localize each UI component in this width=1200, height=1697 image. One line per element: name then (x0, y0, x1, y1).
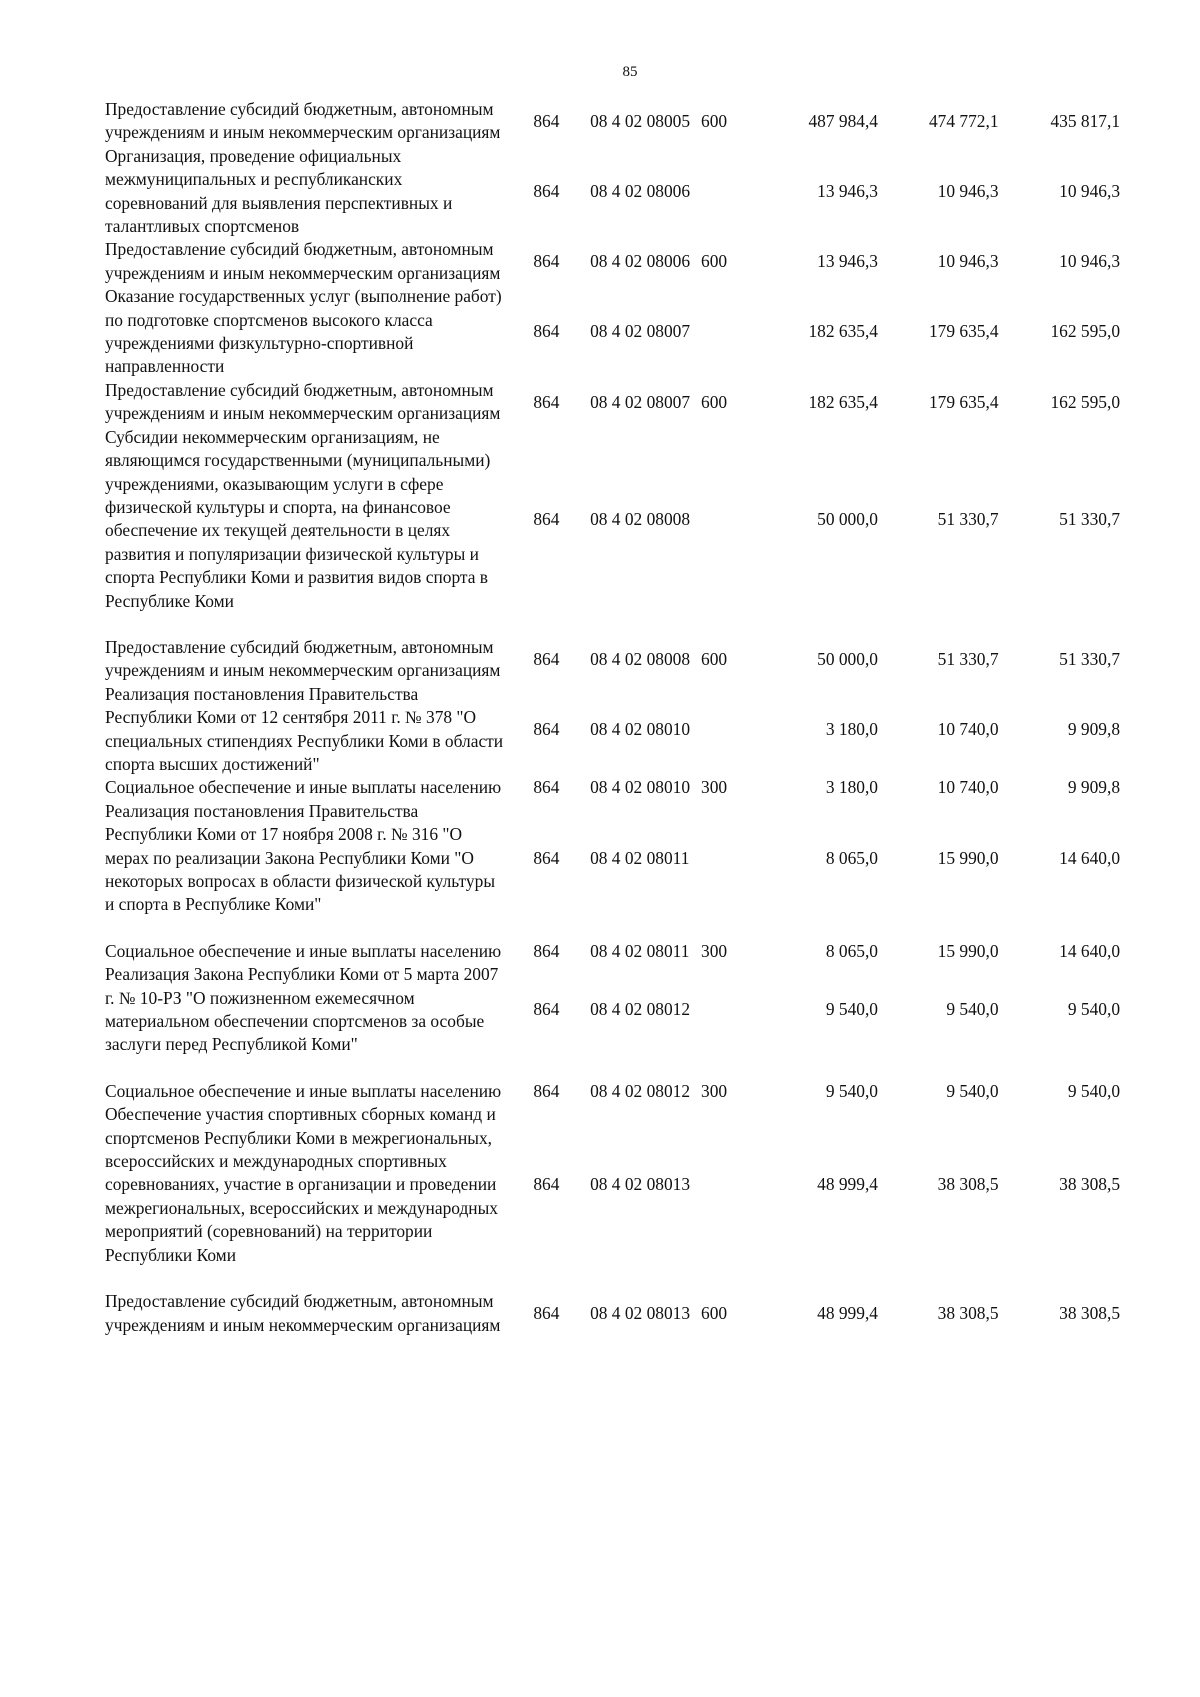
table-row (105, 683, 1120, 777)
row-amount-3: 38 308,5 (1059, 1174, 1121, 1195)
row-name: Предоставление субсидий бюджетным, автономным учреждениям и иным некоммерческим организациям (105, 1291, 501, 1335)
row-grbs: 864 (533, 1302, 560, 1323)
row-grbs: 864 (533, 1174, 560, 1195)
row-amount-2: 9 540,0 (946, 999, 999, 1020)
row-grbs: 864 (533, 251, 560, 272)
row-amount-3: 51 330,7 (1059, 508, 1121, 529)
table-row (105, 98, 1120, 145)
row-grbs: 864 (533, 718, 560, 739)
row-amount-2: 10 740,0 (937, 718, 999, 739)
row-grbs: 864 (533, 847, 560, 868)
row-grbs: 864 (533, 391, 560, 412)
row-name: Оказание государственных услуг (выполнение работ) по подготовке спортсменов высокого класса учреждениями физкультурно-спортивной направленности (105, 286, 502, 377)
row-amount-1: 487 984,4 (808, 110, 878, 131)
row-amount-3: 38 308,5 (1059, 1302, 1121, 1323)
row-amount-3: 435 817,1 (1050, 110, 1121, 131)
row-amount-2: 10 946,3 (937, 180, 999, 201)
row-name: Социальное обеспечение и иные выплаты населению (105, 1080, 502, 1101)
row-amount-1: 8 065,0 (825, 847, 878, 868)
row-grbs: 864 (533, 999, 560, 1020)
row-amount-1: 182 635,4 (808, 321, 878, 342)
row-name: Социальное обеспечение и иные выплаты населению (105, 940, 502, 961)
row-amount-1: 13 946,3 (817, 251, 878, 272)
row-csr: 08 4 02 08010 (590, 777, 691, 798)
row-amount-1: 13 946,3 (817, 180, 878, 201)
row-csr: 08 4 02 08007 (590, 321, 691, 342)
row-vr: 600 (701, 1302, 728, 1323)
row-grbs: 864 (533, 110, 560, 131)
row-amount-2: 10 740,0 (937, 777, 999, 798)
row-amount-1: 3 180,0 (825, 718, 878, 739)
row-amount-3: 9 540,0 (1067, 999, 1121, 1020)
row-csr: 08 4 02 08007 (590, 391, 691, 412)
row-amount-2: 38 308,5 (937, 1302, 999, 1323)
row-csr: 08 4 02 08008 (590, 648, 691, 669)
row-amount-1: 182 635,4 (808, 391, 878, 412)
table-row (105, 379, 1120, 426)
row-grbs: 864 (533, 1080, 560, 1101)
row-amount-1: 50 000,0 (817, 508, 878, 529)
row-csr: 08 4 02 08008 (590, 508, 691, 529)
row-name: Реализация постановления Правительства Республики Коми от 17 ноября 2008 г. № 316 "О мерах по реализации Закона Республики Коми "О некоторых вопросах в области физической культуры и спорта в Республике Коми" (105, 800, 496, 915)
row-name: Реализация постановления Правительства Республики Коми от 12 сентября 2011 г. № 378 "О специальных стипендиях Республики Коми в области спорта высших достижений" (105, 683, 504, 774)
row-csr: 08 4 02 08011 (590, 847, 690, 868)
row-csr: 08 4 02 08005 (590, 110, 691, 131)
row-amount-3: 9 909,8 (1067, 718, 1121, 739)
row-amount-3: 9 909,8 (1067, 777, 1121, 798)
table-row (105, 1103, 1120, 1267)
row-grbs: 864 (533, 648, 560, 669)
row-amount-3: 162 595,0 (1050, 391, 1121, 412)
row-csr: 08 4 02 08013 (590, 1302, 691, 1323)
row-amount-2: 15 990,0 (937, 940, 999, 961)
row-vr: 300 (701, 777, 728, 798)
row-amount-2: 38 308,5 (937, 1174, 999, 1195)
row-vr: 300 (701, 1080, 728, 1101)
row-amount-2: 51 330,7 (937, 508, 999, 529)
row-csr: 08 4 02 08013 (590, 1174, 691, 1195)
row-amount-1: 48 999,4 (817, 1302, 878, 1323)
row-name: Обеспечение участия спортивных сборных команд и спортсменов Республики Коми в межрегиональных, всероссийских и международных спортивных соревнованиях, участие в организации и проведении межрегиональных, всероссийских и международных мероприятий (соревнований) на территории Республики Коми (105, 1104, 498, 1265)
row-name: Предоставление субсидий бюджетным, автономным учреждениям и иным некоммерческим организациям (105, 636, 501, 681)
row-csr: 08 4 02 08006 (590, 180, 691, 201)
row-amount-1: 8 065,0 (825, 940, 878, 961)
row-amount-3: 162 595,0 (1050, 321, 1121, 342)
row-csr: 08 4 02 08011 (590, 940, 690, 961)
row-amount-2: 51 330,7 (937, 648, 999, 669)
row-amount-3: 14 640,0 (1059, 940, 1121, 961)
table-row (105, 1080, 1120, 1103)
row-amount-2: 474 772,1 (928, 110, 999, 131)
row-amount-2: 179 635,4 (928, 321, 999, 342)
row-name: Предоставление субсидий бюджетным, автономным учреждениям и иным некоммерческим организациям (105, 379, 501, 424)
row-name: Предоставление субсидий бюджетным, автономным учреждениям и иным некоммерческим организациям (105, 99, 501, 143)
row-grbs: 864 (533, 777, 560, 798)
table-row (105, 145, 1120, 239)
table-row (105, 800, 1120, 917)
row-amount-3: 10 946,3 (1059, 251, 1121, 272)
table-row (105, 238, 1120, 285)
table-row (105, 636, 1120, 683)
row-name: Предоставление субсидий бюджетным, автономным учреждениям и иным некоммерческим организациям (105, 239, 501, 283)
row-name: Организация, проведение официальных межмуниципальных и республиканских соревнований для выявления перспективных и талантливых спортсменов (105, 145, 453, 237)
table-row (105, 285, 1120, 379)
row-grbs: 864 (533, 180, 560, 201)
row-csr: 08 4 02 08012 (590, 999, 691, 1020)
row-amount-3: 51 330,7 (1059, 648, 1121, 669)
row-amount-1: 3 180,0 (825, 777, 878, 798)
row-amount-3: 9 540,0 (1067, 1080, 1121, 1101)
row-amount-2: 179 635,4 (928, 391, 999, 412)
row-grbs: 864 (533, 508, 560, 529)
row-grbs: 864 (533, 940, 560, 961)
row-name: Субсидии некоммерческим организациям, не являющимся государственными (муниципальными) учреждениями, оказывающим услуги в сфере физической культуры и спорта, на финансовое обеспечение их текущей деятельности в целях развития и популяризации физической культуры и спорта Республики Коми и развития видов спорта в Республике Коми (105, 426, 491, 611)
row-amount-2: 15 990,0 (937, 847, 999, 868)
row-amount-1: 9 540,0 (825, 999, 878, 1020)
row-name: Реализация Закона Республики Коми от 5 марта 2007 г. № 10-РЗ "О пожизненном ежемесячном материальном обеспечении спортсменов за особые заслуги перед Республикой Коми" (105, 964, 499, 1055)
row-vr: 600 (701, 110, 728, 131)
table-row (105, 940, 1120, 963)
row-amount-2: 10 946,3 (937, 251, 999, 272)
page-number: 85 (622, 64, 638, 80)
row-amount-1: 48 999,4 (817, 1174, 878, 1195)
row-amount-3: 14 640,0 (1059, 847, 1121, 868)
row-vr: 300 (701, 940, 728, 961)
row-amount-1: 50 000,0 (817, 648, 878, 669)
table-row (105, 426, 1120, 613)
budget-table (105, 98, 1120, 1337)
row-vr: 600 (701, 391, 728, 412)
row-csr: 08 4 02 08006 (590, 251, 691, 272)
table-row (105, 1290, 1120, 1337)
row-grbs: 864 (533, 321, 560, 342)
row-amount-2: 9 540,0 (946, 1080, 999, 1101)
table-row (105, 776, 1120, 799)
row-vr: 600 (701, 648, 728, 669)
row-amount-3: 10 946,3 (1059, 180, 1121, 201)
table-row (105, 963, 1120, 1057)
row-vr: 600 (701, 251, 728, 272)
row-amount-1: 9 540,0 (825, 1080, 878, 1101)
row-csr: 08 4 02 08012 (590, 1080, 691, 1101)
row-name: Социальное обеспечение и иные выплаты населению (105, 777, 502, 798)
row-csr: 08 4 02 08010 (590, 718, 691, 739)
